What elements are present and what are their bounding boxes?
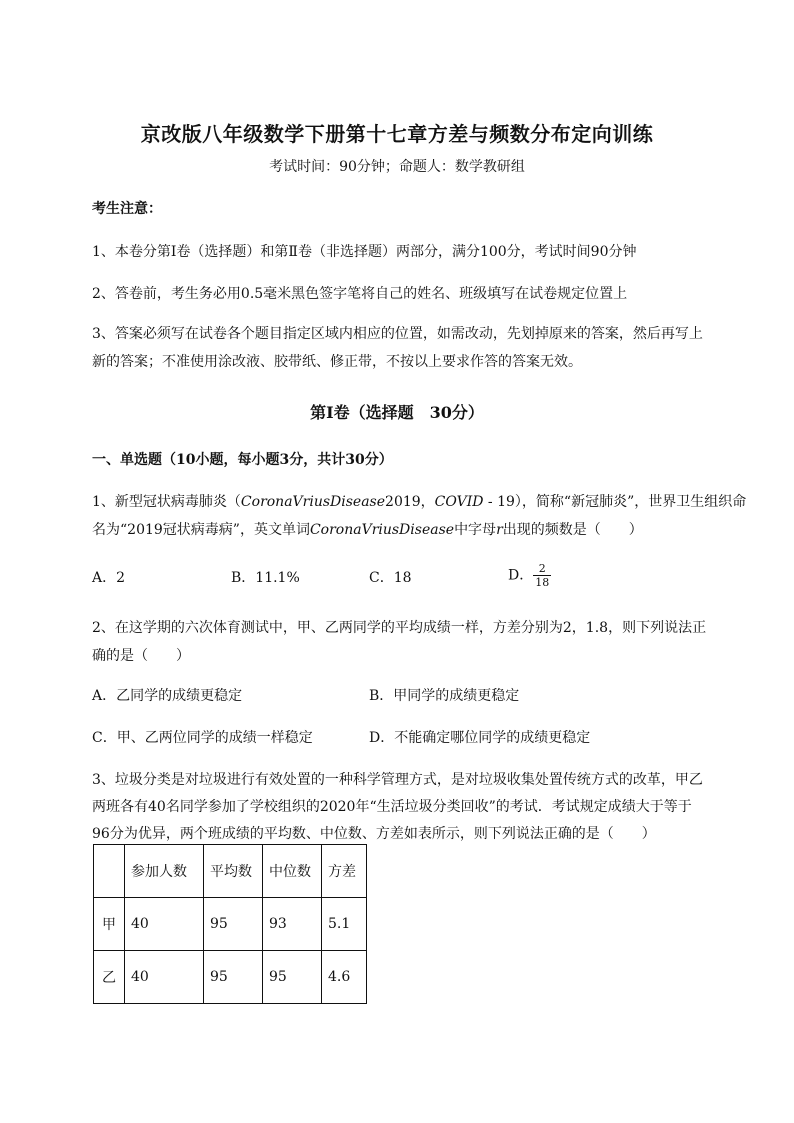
q2-option-a: A．乙同学的成绩更稳定 [92, 688, 243, 704]
notice-item-3: 3、答案必须写在试卷各个题目指定区域内相应的位置，如需改动，先划掉原来的答案，然后再写上新的答案；不准使用涂改液、胶带纸、修正带，不按以上要求作答的答案无效。 [92, 326, 703, 370]
question-3-line-3: 96分为优异，两个班成绩的平均数、中位数、方差如表所示，则下列说法正确的是（ ） [92, 826, 656, 842]
table-cell: 4.6 [322, 951, 367, 1004]
q1-option-d-prefix: D． [508, 567, 534, 584]
q2-option-b: B．甲同学的成绩更稳定 [369, 688, 520, 704]
notice-item-1: 1、本卷分第Ⅰ卷（选择题）和第Ⅱ卷（非选择题）两部分，满分100分，考试时间90分钟 [92, 244, 637, 260]
table-cell: 40 [125, 898, 204, 951]
fraction-denominator: 18 [535, 576, 550, 589]
q1-line2-a: 名为“2019冠状病毒病”，英文单词 [92, 522, 310, 538]
q1-math-c: CoronaVriusDisease [309, 522, 455, 538]
table-header-cell: 平均数 [204, 845, 263, 898]
table-cell: 乙 [94, 951, 125, 1004]
q1-line2-b: 中字母 [454, 522, 497, 538]
q2-option-c: C．甲、乙两位同学的成绩一样稳定 [92, 730, 313, 746]
table-cell: 甲 [94, 898, 125, 951]
q1-option-b: B．11.1% [231, 570, 300, 586]
q1-option-d [508, 562, 551, 589]
document-title: 京改版八年级数学下册第十七章方差与频数分布定向训练 [140, 122, 654, 146]
question-1-line-1 [92, 488, 747, 516]
q1-math-d: r [496, 522, 503, 538]
q2-option-d: D．不能确定哪位同学的成绩更稳定 [369, 730, 591, 746]
fraction [533, 562, 551, 589]
q1-text-a: 1、新型冠状病毒肺炎（ [92, 494, 241, 510]
question-3-line-1: 3、垃圾分类是对垃圾进行有效处置的一种科学管理方式，是对垃圾收集处置传统方式的改革，甲乙 [92, 772, 703, 788]
part-heading: 一、单选题（10小题，每小题3分，共计30分） [92, 452, 393, 468]
table-cell: 95 [263, 951, 322, 1004]
question-1-line-2 [92, 516, 712, 544]
question-2-line-2: 确的是（ ） [92, 648, 190, 664]
table-cell: 95 [204, 898, 263, 951]
notice-heading: 考生注意： [92, 201, 162, 217]
q1-line2-c: 出现的频数是（ ） [502, 522, 643, 538]
question-3-line-2: 两班各有40名同学参加了学校组织的2020年“生活垃圾分类回收”的考试．考试规定成绩大于等于 [92, 799, 692, 815]
exam-info: 考试时间：90分钟；命题人：数学教研组 [269, 159, 525, 175]
table-cell: 40 [125, 951, 204, 1004]
q1-text-b: 2019， [385, 494, 435, 510]
table-row [94, 951, 367, 1004]
notice-item-2: 2、答卷前，考生务必用0.5毫米黑色签字笔将自己的姓名、班级填写在试卷规定位置上 [92, 286, 628, 302]
section-title: 第Ⅰ卷（选择题 30分） [310, 403, 484, 422]
q1-option-a: A．2 [92, 570, 126, 586]
statistics-table [93, 844, 367, 1004]
table-header-cell [94, 845, 125, 898]
question-2-line-1: 2、在这学期的六次体育测试中，甲、乙两同学的平均成绩一样，方差分别为2，1.8，则下列说法正 [92, 620, 707, 636]
fraction-numerator: 2 [533, 562, 551, 576]
q1-text-c: - 19），简称“新冠肺炎”，世界卫生组织命 [483, 494, 747, 510]
table-header-cell: 方差 [322, 845, 367, 898]
q1-math-b: COVID [434, 494, 484, 510]
table-row [94, 898, 367, 951]
table-header-cell: 中位数 [263, 845, 322, 898]
table-cell: 93 [263, 898, 322, 951]
table-cell: 5.1 [322, 898, 367, 951]
table-cell: 95 [204, 951, 263, 1004]
table-header-row [94, 845, 367, 898]
q1-option-c: C．18 [369, 570, 412, 586]
q1-math-a: CoronaVriusDisease [240, 494, 386, 510]
table-header-cell: 参加人数 [125, 845, 204, 898]
